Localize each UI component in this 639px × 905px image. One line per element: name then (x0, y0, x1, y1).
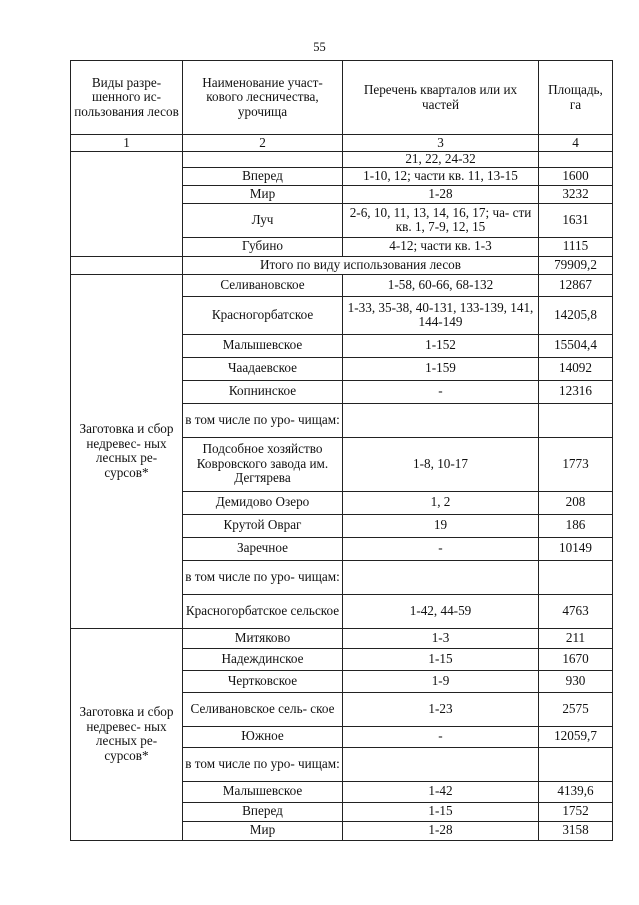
header-permitted-use (71, 61, 183, 135)
quarters-cell: 1-152 (343, 334, 539, 357)
area-cell: 1670 (539, 648, 613, 670)
area-cell: 10149 (539, 537, 613, 560)
quarters-cell: 1-15 (343, 802, 539, 821)
header-row (71, 61, 613, 135)
area-cell: 930 (539, 670, 613, 692)
forestry-name-cell: Луч (183, 203, 343, 237)
quarters-cell: 2-6, 10, 11, 13, 14, 16, 17; ча- сти кв. 1, 7-9, 12, 15 (343, 203, 539, 237)
quarters-cell: 1-8, 10-17 (343, 437, 539, 491)
area-cell: 208 (539, 491, 613, 514)
quarters-cell: - (343, 380, 539, 403)
area-cell: 1115 (539, 237, 613, 256)
area-cell: 14092 (539, 357, 613, 380)
forestry-name-cell: Крутой Овраг (183, 514, 343, 537)
area-cell: 1631 (539, 203, 613, 237)
forestry-name-cell: Малышевское (183, 781, 343, 802)
header-quarters (343, 61, 539, 135)
forestry-name-cell: Вперед (183, 167, 343, 185)
quarters-cell (343, 747, 539, 781)
forestry-name-cell: Подсобное хозяйство Ковровского завода им. Дегтярева (183, 437, 343, 491)
quarters-cell: 1-159 (343, 357, 539, 380)
quarters-cell: 19 (343, 514, 539, 537)
forestry-name-cell: в том числе по уро- чищам: (183, 403, 343, 437)
quarters-cell: 1-58, 60-66, 68-132 (343, 274, 539, 296)
column-number: 4 (539, 135, 613, 152)
total-value: 79909,2 (539, 256, 613, 274)
area-cell (539, 560, 613, 594)
forestry-name-cell: Южное (183, 726, 343, 747)
forestry-name-cell: Селивановское сель- ское (183, 692, 343, 726)
forestry-name-cell: Вперед (183, 802, 343, 821)
area-cell (539, 152, 613, 168)
forestry-name-cell: Мир (183, 821, 343, 840)
forestry-name-cell: Митяково (183, 628, 343, 648)
quarters-cell: 1-10, 12; части кв. 11, 13-15 (343, 167, 539, 185)
use-type-cell-empty (71, 152, 183, 257)
page-number: 55 (313, 40, 326, 54)
header-area-text: Площадь, га (548, 81, 603, 112)
table-row (71, 274, 613, 296)
quarters-cell: 21, 22, 24-32 (343, 152, 539, 168)
header-area (539, 61, 613, 135)
area-cell (539, 747, 613, 781)
quarters-cell: - (343, 537, 539, 560)
forestry-name-cell: Чаадаевское (183, 357, 343, 380)
quarters-cell: 1-28 (343, 185, 539, 203)
forest-use-table (70, 60, 613, 841)
quarters-cell: 1, 2 (343, 491, 539, 514)
forestry-name-cell: Заречное (183, 537, 343, 560)
quarters-cell: 1-33, 35-38, 40-131, 133-139, 141, 144-149 (343, 296, 539, 334)
forestry-name-cell: Красногорбатское сельское (183, 594, 343, 628)
use-type-cell: Заготовка и сбор недревес- ных лесных ре- сурсов* (71, 628, 183, 840)
area-cell: 3232 (539, 185, 613, 203)
quarters-cell: - (343, 726, 539, 747)
quarters-cell: 1-9 (343, 670, 539, 692)
area-cell: 14205,8 (539, 296, 613, 334)
forestry-name-cell: Малышевское (183, 334, 343, 357)
quarters-cell: 1-28 (343, 821, 539, 840)
forestry-name-cell: Чертковское (183, 670, 343, 692)
forestry-name-cell (183, 152, 343, 168)
column-number: 3 (343, 135, 539, 152)
quarters-cell: 1-42 (343, 781, 539, 802)
header-permitted-use-text: Виды разре- шенного ис- пользования лесов (74, 74, 179, 119)
use-type-cell: Заготовка и сбор недревес- ных лесных ре- сурсов* (71, 274, 183, 628)
area-cell: 12059,7 (539, 726, 613, 747)
area-cell: 186 (539, 514, 613, 537)
quarters-cell (343, 403, 539, 437)
column-number: 1 (71, 135, 183, 152)
quarters-cell (343, 560, 539, 594)
table-row (71, 628, 613, 648)
area-cell: 12316 (539, 380, 613, 403)
area-cell: 4763 (539, 594, 613, 628)
header-forestry-name (183, 61, 343, 135)
column-number-row (71, 135, 613, 152)
quarters-cell: 1-15 (343, 648, 539, 670)
area-cell: 12867 (539, 274, 613, 296)
area-cell (539, 403, 613, 437)
quarters-cell: 1-23 (343, 692, 539, 726)
area-cell: 15504,4 (539, 334, 613, 357)
forestry-name-cell: в том числе по уро- чищам: (183, 560, 343, 594)
quarters-cell: 4-12; части кв. 1-3 (343, 237, 539, 256)
area-cell: 4139,6 (539, 781, 613, 802)
quarters-cell: 1-42, 44-59 (343, 594, 539, 628)
area-cell: 1752 (539, 802, 613, 821)
area-cell: 1600 (539, 167, 613, 185)
header-quarters-text: Перечень кварталов или их частей (363, 81, 518, 112)
forestry-name-cell: Демидово Озеро (183, 491, 343, 514)
forestry-name-cell: Губино (183, 237, 343, 256)
area-cell: 211 (539, 628, 613, 648)
column-number: 2 (183, 135, 343, 152)
forestry-name-cell: Селивановское (183, 274, 343, 296)
area-cell: 2575 (539, 692, 613, 726)
forestry-name-cell: Копнинское (183, 380, 343, 403)
header-forestry-name-text: Наименование участ- кового лесничества, урочища (202, 74, 323, 119)
total-label: Итого по виду использования лесов (183, 256, 539, 274)
table-row (71, 152, 613, 168)
forestry-name-cell: Надеждинское (183, 648, 343, 670)
quarters-cell: 1-3 (343, 628, 539, 648)
total-empty-cell (71, 256, 183, 274)
area-cell: 3158 (539, 821, 613, 840)
forestry-name-cell: Красногорбатское (183, 296, 343, 334)
forestry-name-cell: в том числе по уро- чищам: (183, 747, 343, 781)
total-row (71, 256, 613, 274)
forestry-name-cell: Мир (183, 185, 343, 203)
area-cell: 1773 (539, 437, 613, 491)
